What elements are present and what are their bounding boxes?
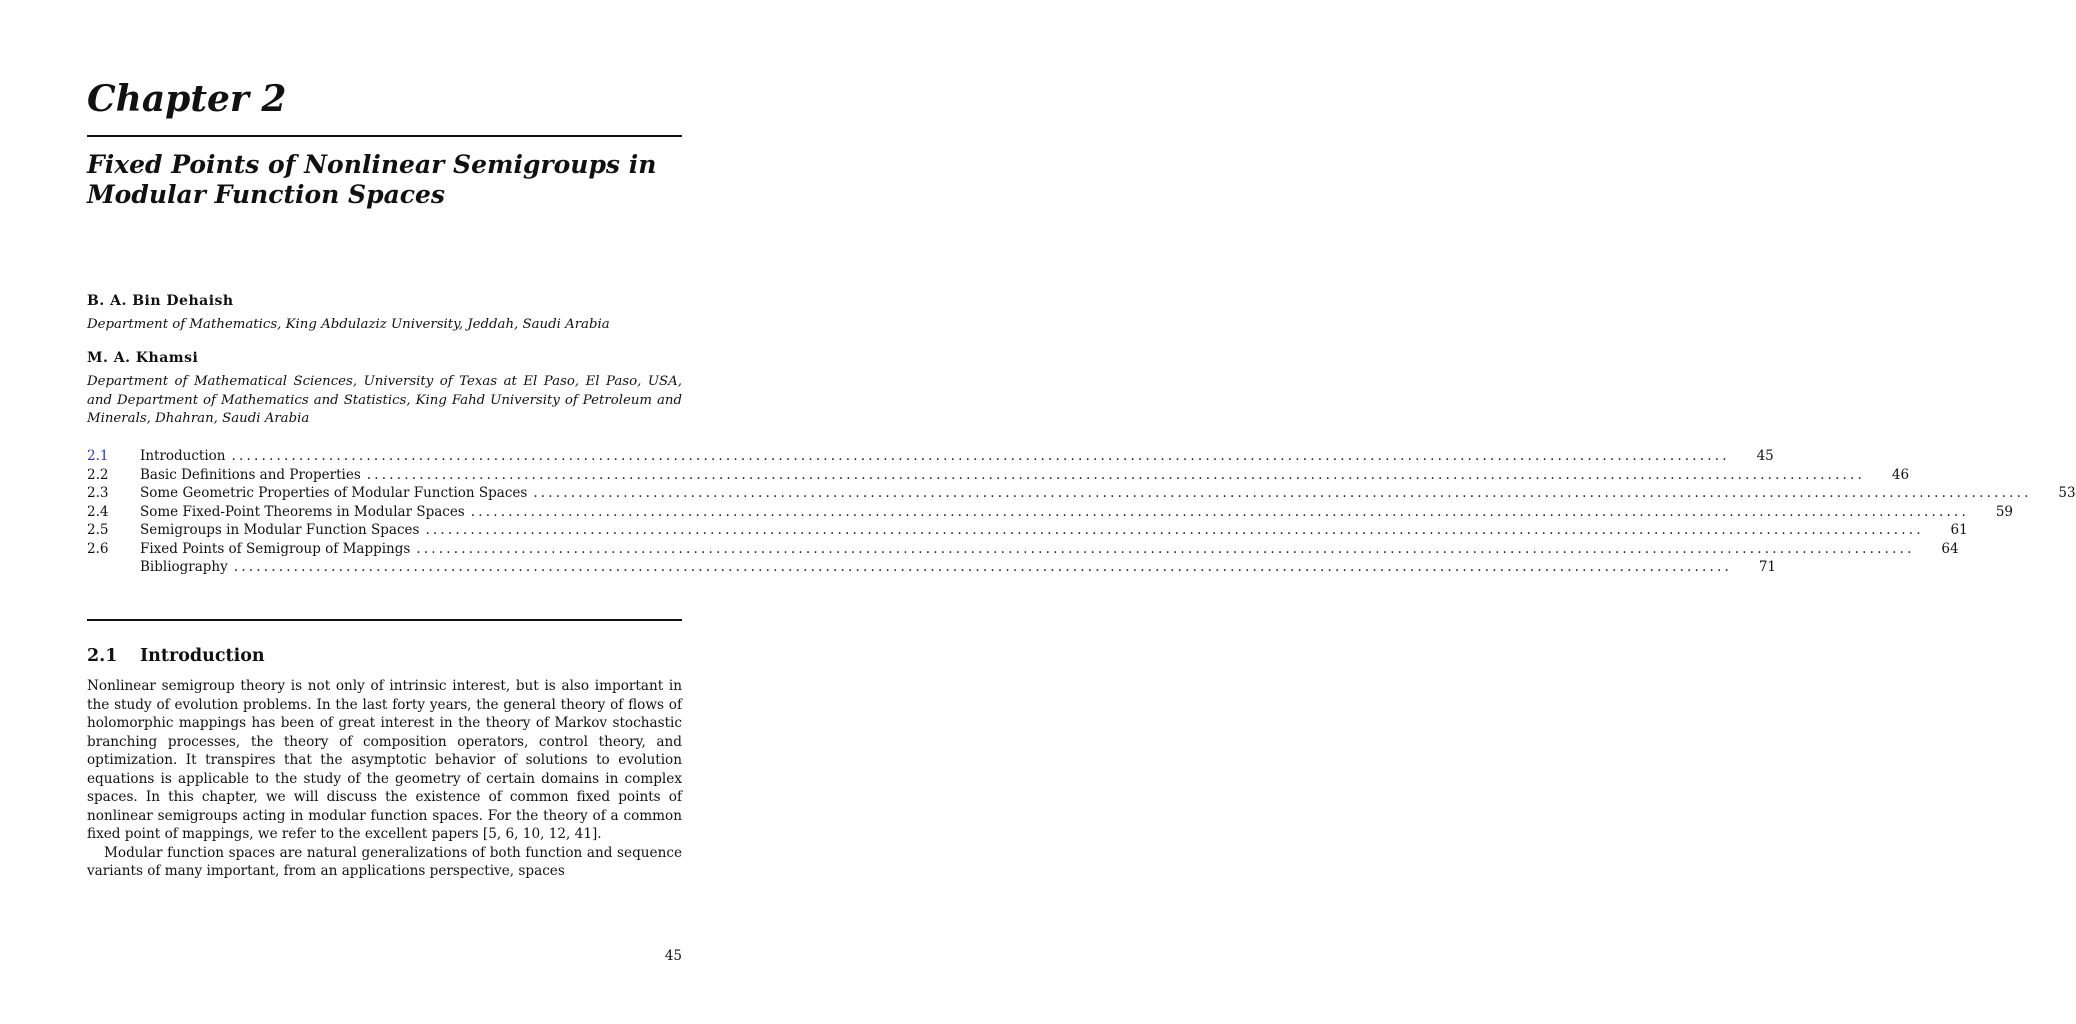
toc-entry-number: 2.2 xyxy=(87,466,109,483)
toc-entry-page: 53 xyxy=(2058,485,2076,501)
chapter-title: Chapter 2 xyxy=(87,78,287,120)
author-affiliation: Department of Mathematics, King Abdulaziz University, Jeddah, Saudi Arabia xyxy=(87,317,610,332)
table-of-contents xyxy=(87,447,2076,577)
toc-leader-dots: ........................................................................................................................................................................................................ xyxy=(416,540,1915,557)
section-rule xyxy=(87,619,682,621)
section-heading xyxy=(87,645,265,667)
toc-entry-number[interactable]: 2.1 xyxy=(87,448,109,464)
toc-entry xyxy=(87,540,1959,559)
author-name: M. A. Khamsi xyxy=(87,350,199,366)
toc-entry-title: Bibliography xyxy=(140,559,228,575)
chapter-subtitle: Fixed Points of Nonlinear Semigroups in Modular Function Spaces xyxy=(87,150,657,209)
toc-entry-page: 59 xyxy=(1995,503,2014,520)
toc-leader-dots: ........................................................................................................................................................................................................ xyxy=(233,559,1733,575)
toc-entry-number: 2.3 xyxy=(87,485,109,501)
toc-leader-dots: ........................................................................................................................................................................................................ xyxy=(470,503,1970,520)
toc-entry xyxy=(87,558,1777,577)
title-rule xyxy=(87,135,682,137)
toc-entry-page: 45 xyxy=(1756,448,1774,464)
author-name: B. A. Bin Dehaish xyxy=(87,293,234,309)
body-paragraph: Modular function spaces are natural generalizations of both function and sequence variants of many important, from an applications perspective, spaces xyxy=(87,844,682,879)
toc-entry xyxy=(87,503,2014,522)
toc-entry-page: 71 xyxy=(1758,559,1777,575)
toc-entry-number: 2.6 xyxy=(87,540,109,557)
body-paragraph: Nonlinear semigroup theory is not only of intrinsic interest, but is also important in the study of evolution problems. In the last forty years, the general theory of flows of holomorphic mappings has been of great interest in the theory of Markov stochastic branching processes, the theory of composition operators, control theory, and optimization. It transpires that the asymptotic behavior of solutions to evolution equations is applicable to the study of the geometry of certain domains in complex spaces. In this chapter, we will discuss the existence of common fixed points of nonlinear semigroups acting in modular function spaces. For the theory of a common fixed point of mappings, we refer to the excellent papers [5, 6, 10, 12, 41]. xyxy=(87,678,682,842)
toc-entry-page: 46 xyxy=(1891,466,1910,483)
toc-entry-title: Basic Definitions and Properties xyxy=(140,466,361,483)
section-body xyxy=(87,677,682,881)
toc-entry-number: 2.5 xyxy=(87,522,109,538)
toc-entry-title: Some Fixed-Point Theorems in Modular Spaces xyxy=(140,503,465,520)
toc-entry xyxy=(87,466,1910,485)
section-number: 2.1 xyxy=(87,646,118,666)
author-block xyxy=(87,292,682,335)
author-block xyxy=(87,349,682,429)
toc-entry-page: 64 xyxy=(1941,540,1959,557)
toc-entry-title: Some Geometric Properties of Modular Function Spaces xyxy=(140,485,528,501)
toc-entry-number: 2.4 xyxy=(87,503,109,520)
toc-entry-title: Fixed Points of Semigroup of Mappings xyxy=(140,540,411,557)
toc-leader-dots: ........................................................................................................................................................................................................ xyxy=(231,448,1730,464)
page-number: 45 xyxy=(664,948,682,964)
toc-entry xyxy=(87,484,2076,503)
toc-entry-title: Semigroups in Modular Function Spaces xyxy=(140,522,420,538)
page xyxy=(87,0,2076,1024)
toc-leader-dots: ........................................................................................................................................................................................................ xyxy=(425,522,1924,538)
toc-entry-page: 61 xyxy=(1950,522,1968,538)
section-title: Introduction xyxy=(140,646,265,666)
toc-leader-dots: ........................................................................................................................................................................................................ xyxy=(366,466,1866,483)
toc-entry xyxy=(87,521,1968,540)
toc-entry[interactable] xyxy=(87,447,1774,466)
author-affiliation: Department of Mathematical Sciences, University of Texas at El Paso, El Paso, USA, and Department of Mathematics and Statistics, King Fahd University of Petroleum and Minerals, Dhahran, Saudi Arabia xyxy=(87,374,682,426)
toc-entry-title: Introduction xyxy=(140,448,226,464)
toc-leader-dots: ........................................................................................................................................................................................................ xyxy=(533,485,2032,501)
